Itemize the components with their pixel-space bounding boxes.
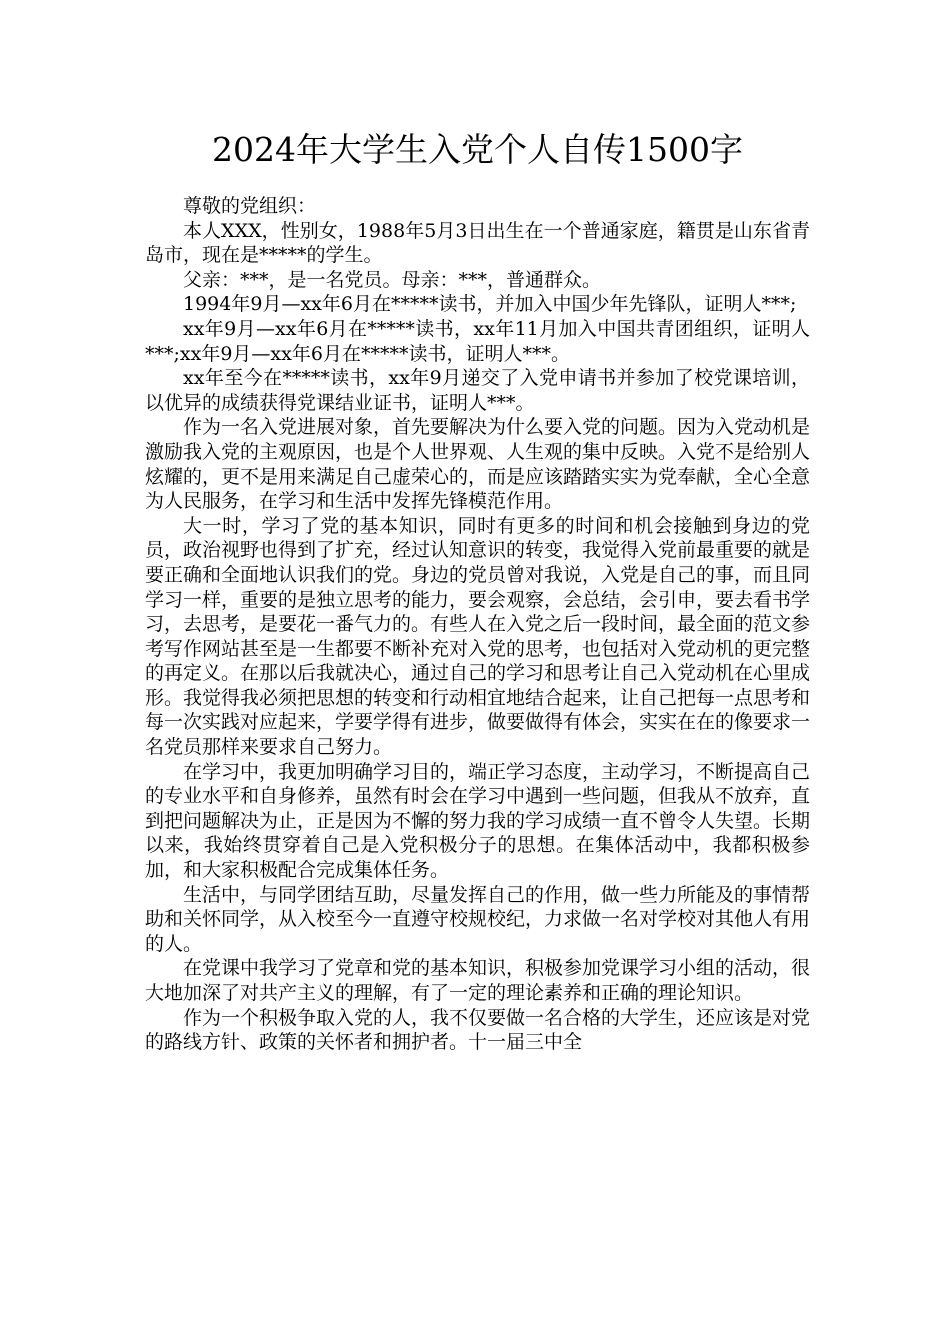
paragraph-activist: 作为一个积极争取入党的人，我不仅要做一名合格的大学生，还应该是对党的路线方针、政策的关怀者和拥护者。十一届三中全 xyxy=(145,1006,811,1054)
paragraph-motivation: 作为一名入党进展对象，首先要解决为什么要入党的问题。因为入党动机是激励我入党的主观原因，也是个人世界观、人生观的集中反映。入党不是给别人炫耀的，更不是用来满足自己虚荣心的，而是应该踏踏实实为党奉献，全心全意为人民服务，在学习和生活中发挥先锋模范作用。 xyxy=(145,416,811,513)
paragraph-freshman-year: 大一时，学习了党的基本知识，同时有更多的时间和机会接触到身边的党员，政治视野也得到了扩充，经过认知意识的转变，我觉得入党前最重要的就是要正确和全面地认识我们的党。身边的党员曾对我说，入党是自己的事，而且同学习一样，重要的是独立思考的能力，要会观察，会总结，会引申，要去看书学习，去思考，是要花一番气力的。有些人在入党之后一段时间，最全面的范文参考写作网站甚至是一生都要不断补充对入党的思考，也包括对入党动机的更完整的再定义。在那以后我就决心，通过自己的学习和思考让自己入党动机在心里成形。我觉得我必须把思想的转变和行动相宜地结合起来，让自己把每一点思考和每一次实践对应起来，学要学得有进步，做要做得有体会，实实在在的像要求一名党员那样来要求自己努力。 xyxy=(145,514,811,759)
document-page xyxy=(145,128,810,1055)
paragraph-study: 在学习中，我更加明确学习目的，端正学习态度，主动学习，不断提高自己的专业水平和自身修养，虽然有时会在学习中遇到一些问题，但我从不放弃，直到把问题解决为止，正是因为不懈的努力我的学习成绩一直不曾令人失望。长期以来，我始终贯穿着自己是入党积极分子的思想。在集体活动中，我都积极参加，和大家积极配合完成集体任务。 xyxy=(145,760,811,882)
paragraph-parents: 父亲：***，是一名党员。母亲：***，普通群众。 xyxy=(183,268,602,291)
paragraph-party-class: 在党课中我学习了党章和党的基本知识，积极参加党课学习小组的活动，很大地加深了对共产主义的理解，有了一定的理论素养和正确的理论知识。 xyxy=(145,957,811,1004)
paragraph-personal-info: 本人XXX，性别女，1988年5月3日出生在一个普通家庭，籍贯是山东省青岛市，现在是*****的学生。 xyxy=(145,219,810,267)
paragraph-life: 生活中，与同学团结互助，尽量发挥自己的作用，做一些力所能及的事情帮助和关怀同学，从入校至今一直遵守校规校纪，力求做一名对学校对其他人有用的人。 xyxy=(145,883,811,955)
salutation: 尊敬的党组织： xyxy=(183,195,317,217)
paragraph-history-1: 1994年9月—xx年6月在*****读书，并加入中国少年先锋队，证明人***; xyxy=(183,293,797,316)
paragraph-history-2: xx年9月—xx年6月在*****读书，xx年11月加入中国共青团组织，证明人***;xx年9月—xx年6月在*****读书，证明人***。 xyxy=(145,317,810,365)
paragraph-history-3: xx年至今在*****读书，xx年9月递交了入党申请书并参加了校党课培训，以优异的成绩获得党课结业证书，证明人***。 xyxy=(145,367,810,414)
document-title: 2024年大学生入党个人自传1500字 xyxy=(212,130,743,169)
document-body xyxy=(145,194,810,1055)
